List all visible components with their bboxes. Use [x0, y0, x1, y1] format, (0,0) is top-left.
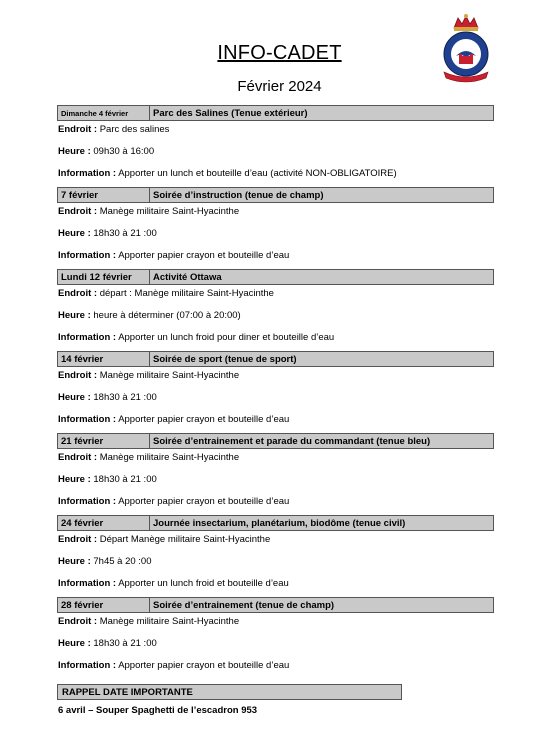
- event-header: [57, 597, 494, 613]
- time-value: 09h30 à 16:00: [93, 146, 155, 157]
- event-name: Parc des Salines (Tenue extérieur): [153, 107, 308, 119]
- time-value: heure à déterminer (07:00 à 20:00): [93, 310, 241, 321]
- event-name: Journée insectarium, planétarium, biodôme (tenue civil): [153, 517, 406, 529]
- location-value: Manège militaire Saint-Hyacinthe: [99, 452, 240, 463]
- event-header: [57, 515, 494, 531]
- reminder-header: RAPPEL DATE IMPORTANTE: [57, 684, 402, 700]
- time-label: Heure :: [58, 228, 91, 239]
- event-name: Soirée d’instruction (tenue de champ): [153, 189, 324, 201]
- event-time: [57, 143, 494, 165]
- event-name: Soirée d’entrainement (tenue de champ): [153, 599, 335, 611]
- info-label: Information :: [58, 496, 117, 507]
- reminder-section: [57, 684, 402, 700]
- event-item: [57, 433, 494, 515]
- time-label: Heure :: [58, 638, 91, 649]
- event-date: 21 février: [58, 434, 150, 448]
- event-name: Soirée d’entrainement et parade du commandant (tenue bleu): [153, 435, 431, 447]
- location-value: Manège militaire Saint-Hyacinthe: [99, 616, 240, 627]
- event-header: [57, 433, 494, 449]
- event-info: [57, 493, 494, 515]
- event-info: [57, 247, 494, 269]
- document-subtitle: Février 2024: [237, 78, 322, 95]
- time-value: 18h30 à 21 :00: [93, 474, 157, 485]
- location-label: Endroit :: [58, 370, 98, 381]
- event-location: [57, 203, 494, 225]
- event-time: [57, 471, 494, 493]
- event-header: [57, 187, 494, 203]
- event-item: [57, 187, 494, 269]
- location-value: Manège militaire Saint-Hyacinthe: [99, 370, 240, 381]
- info-label: Information :: [58, 660, 117, 671]
- info-value: Apporter papier crayon et bouteille d’eau: [118, 414, 290, 425]
- event-header: [57, 105, 494, 121]
- location-label: Endroit :: [58, 616, 98, 627]
- event-name: Activité Ottawa: [153, 271, 222, 283]
- event-location: [57, 121, 494, 143]
- event-info: [57, 329, 494, 351]
- event-date: Lundi 12 février: [58, 270, 150, 284]
- event-time: [57, 635, 494, 657]
- info-value: Apporter un lunch froid pour diner et bouteille d’eau: [118, 332, 335, 343]
- location-label: Endroit :: [58, 206, 98, 217]
- event-header: [57, 269, 494, 285]
- event-date: 14 février: [58, 352, 150, 366]
- event-info: [57, 411, 494, 433]
- info-label: Information :: [58, 250, 117, 261]
- location-label: Endroit :: [58, 534, 98, 545]
- event-name: Soirée de sport (tenue de sport): [153, 353, 297, 365]
- info-value: Apporter papier crayon et bouteille d’eau: [118, 250, 290, 261]
- event-date: Dimanche 4 février: [58, 106, 150, 120]
- location-value: Départ Manège militaire Saint-Hyacinthe: [99, 534, 271, 545]
- info-label: Information :: [58, 414, 117, 425]
- event-time: [57, 553, 494, 575]
- event-info: [57, 165, 494, 187]
- info-value: Apporter papier crayon et bouteille d’eau: [118, 660, 290, 671]
- event-item: [57, 597, 494, 679]
- document-title: INFO-CADET: [217, 42, 342, 64]
- event-item: [57, 105, 494, 187]
- info-label: Information :: [58, 168, 117, 179]
- event-date: 7 février: [58, 188, 150, 202]
- info-value: Apporter un lunch et bouteille d’eau (activité NON-OBLIGATOIRE): [118, 168, 397, 179]
- event-location: [57, 285, 494, 307]
- reminder-text: 6 avril – Souper Spaghetti de l’escadron 953: [58, 705, 258, 716]
- time-label: Heure :: [58, 392, 91, 403]
- time-value: 7h45 à 20 :00: [93, 556, 152, 567]
- time-value: 18h30 à 21 :00: [93, 228, 157, 239]
- location-label: Endroit :: [58, 124, 98, 135]
- event-item: [57, 515, 494, 597]
- location-value: Parc des salines: [99, 124, 170, 135]
- event-item: [57, 351, 494, 433]
- time-label: Heure :: [58, 474, 91, 485]
- info-label: Information :: [58, 578, 117, 589]
- time-label: Heure :: [58, 556, 91, 567]
- event-info: [57, 657, 494, 679]
- event-date: 28 février: [58, 598, 150, 612]
- event-date: 24 février: [58, 516, 150, 530]
- info-value: Apporter papier crayon et bouteille d’eau: [118, 496, 290, 507]
- event-time: [57, 307, 494, 329]
- info-value: Apporter un lunch froid et bouteille d’eau: [118, 578, 289, 589]
- location-value: départ : Manège militaire Saint-Hyacinthe: [99, 288, 274, 299]
- event-location: [57, 367, 494, 389]
- event-header: [57, 351, 494, 367]
- time-label: Heure :: [58, 146, 91, 157]
- time-value: 18h30 à 21 :00: [93, 392, 157, 403]
- location-label: Endroit :: [58, 288, 98, 299]
- event-item: [57, 269, 494, 351]
- event-location: [57, 449, 494, 471]
- info-label: Information :: [58, 332, 117, 343]
- time-value: 18h30 à 21 :00: [93, 638, 157, 649]
- event-location: [57, 531, 494, 553]
- event-info: [57, 575, 494, 597]
- event-time: [57, 225, 494, 247]
- events-list: [57, 105, 494, 679]
- location-label: Endroit :: [58, 452, 98, 463]
- location-value: Manège militaire Saint-Hyacinthe: [99, 206, 240, 217]
- event-location: [57, 613, 494, 635]
- time-label: Heure :: [58, 310, 91, 321]
- event-time: [57, 389, 494, 411]
